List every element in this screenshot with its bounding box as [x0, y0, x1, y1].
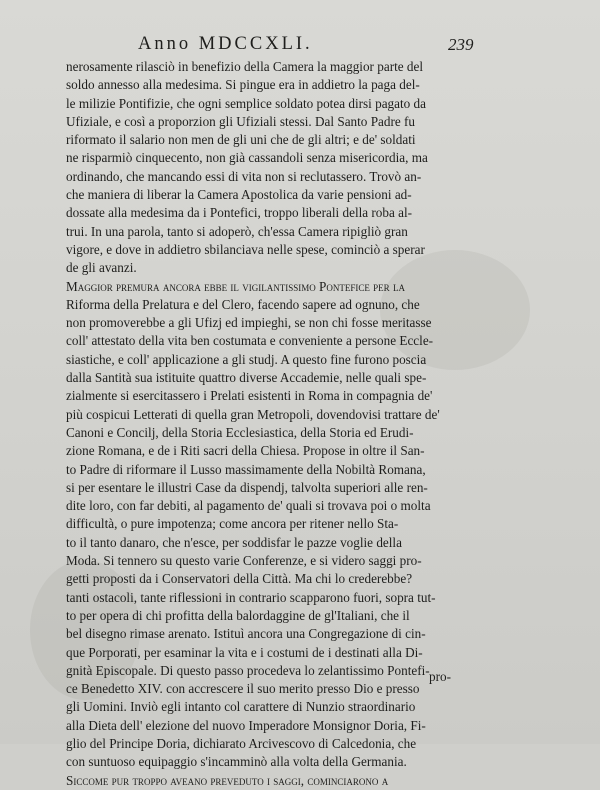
text-line: to per opera di chi profitta della balordaggine de gl'Italiani, che il	[66, 607, 410, 623]
text-line: zione Romana, e de i Riti sacri della Chiesa. Propose in oltre il San-	[66, 443, 425, 459]
text-line: Canoni e Concilj, della Storia Ecclesiastica, della Storia ed Erudi-	[66, 424, 414, 440]
text-line: riformato il salario non men de gli uni che de gli altri; e de' soldati	[66, 132, 416, 148]
text-line: con suntuoso equipaggio s'incamminò alla volta della Germania.	[66, 754, 407, 770]
text-line: que Porporati, per esaminar la vita e i costumi de i destinati alla Di-	[66, 644, 423, 660]
text-line: to Padre di riformare il Lusso massimamente della Nobiltà Romana,	[66, 461, 426, 477]
text-line: difficultà, o pure impotenza; come ancora per ritener nello Sta-	[66, 516, 399, 532]
text-line: siastiche, e coll' applicazione a gli studj. A questo fine furono poscia	[66, 351, 427, 367]
text-line: soldo annesso alla medesima. Si pingue era in addietro la paga del-	[66, 77, 420, 93]
text-line: tanti ostacoli, tante riflessioni in contrario scapparono fuori, sopra tut-	[66, 589, 436, 605]
text-line: più cospicui Letterati di quella gran Metropoli, dovendovisi trattare de'	[66, 406, 440, 422]
text-line: Ufiziale, e così a proporzion gli Ufiziali stessi. Dal Santo Padre fu	[66, 113, 416, 129]
body-text	[66, 58, 486, 790]
text-line: glio del Principe Doria, dichiarato Arcivescovo di Calcedonia, che	[66, 735, 417, 751]
text-line: ordinando, che mancando essi di vita non si reclutassero. Trovò an-	[66, 168, 422, 184]
text-line: to il tanto danaro, che n'esce, per soddisfar le pazze voglie della	[66, 534, 402, 550]
text-line: gnità Episcopale. Di questo passo procedeva lo zelantissimo Pontefi-	[66, 662, 430, 678]
text-line: zialmente si esercitassero i Prelati esistenti in Roma in compagnia de'	[66, 388, 433, 404]
text-line: alla Dieta dell' elezione del nuovo Imperadore Monsignor Doria, Fi-	[66, 717, 426, 733]
text-line: vigore, e dove in addietro sbilanciava nelle spese, cominciò a sperar	[66, 241, 425, 257]
text-line: le milizie Pontifizie, che ogni semplice soldato potea dirsi pagato da	[66, 95, 426, 111]
text-line: dalla Santità sua istituite quattro diverse Accademie, nelle quali spe-	[66, 370, 427, 386]
text-line: non promoverebbe a gli Ufizj ed impieghi, se non chi fosse meritasse	[66, 315, 432, 331]
page-number: 239	[448, 35, 474, 54]
text-line: dite loro, con far debiti, al pagamento de' quali si trovava poi o molta	[66, 498, 431, 514]
text-line: ce Benedetto XIV. con accrescere il suo merito presso Dio e presso	[66, 681, 420, 697]
paragraph-start-line: Maggior premura ancora ebbe il vigilantissimo Pontefice per la	[66, 278, 405, 294]
text-line: nerosamente rilasciò in benefizio della Camera la maggior parte del	[66, 59, 424, 74]
running-header: Anno MDCCXLI.	[138, 34, 313, 54]
text-line: gli Uomini. Inviò egli intanto col carattere di Nunzio straordinario	[66, 699, 416, 715]
catchword: pro-	[429, 669, 451, 684]
paragraph-start-line: Siccome pur troppo aveano preveduto i saggi, cominciarono a	[66, 772, 389, 788]
text-line: si per esentare le illustri Case da dispendj, talvolta superiori alle ren-	[66, 479, 428, 495]
text-line: coll' attestato della vita ben costumata e conveniente a persone Eccle-	[66, 333, 434, 349]
text-line: de gli avanzi.	[66, 260, 137, 276]
text-line: ne risparmiò cinquecento, non già cassandoli senza misericordia, ma	[66, 150, 428, 166]
text-line: Moda. Si tennero su questo varie Conferenze, e si videro saggi pro-	[66, 553, 422, 569]
text-line: bel disegno rimase arenato. Istituì ancora una Congregazione di cin-	[66, 626, 426, 642]
text-line: dossate alla medesima da i Pontefici, troppo liberali della roba al-	[66, 205, 413, 221]
text-line: trui. In una parola, tanto si adoperò, ch'essa Camera ripigliò gran	[66, 223, 408, 239]
text-line: che maniera di liberar la Camera Apostolica da varie pensioni ad-	[66, 187, 412, 203]
text-line: getti proposti da i Conservatori della Città. Ma chi lo crederebbe?	[66, 571, 413, 587]
text-line: Riforma della Prelatura e del Clero, facendo sapere ad ognuno, che	[66, 296, 420, 312]
